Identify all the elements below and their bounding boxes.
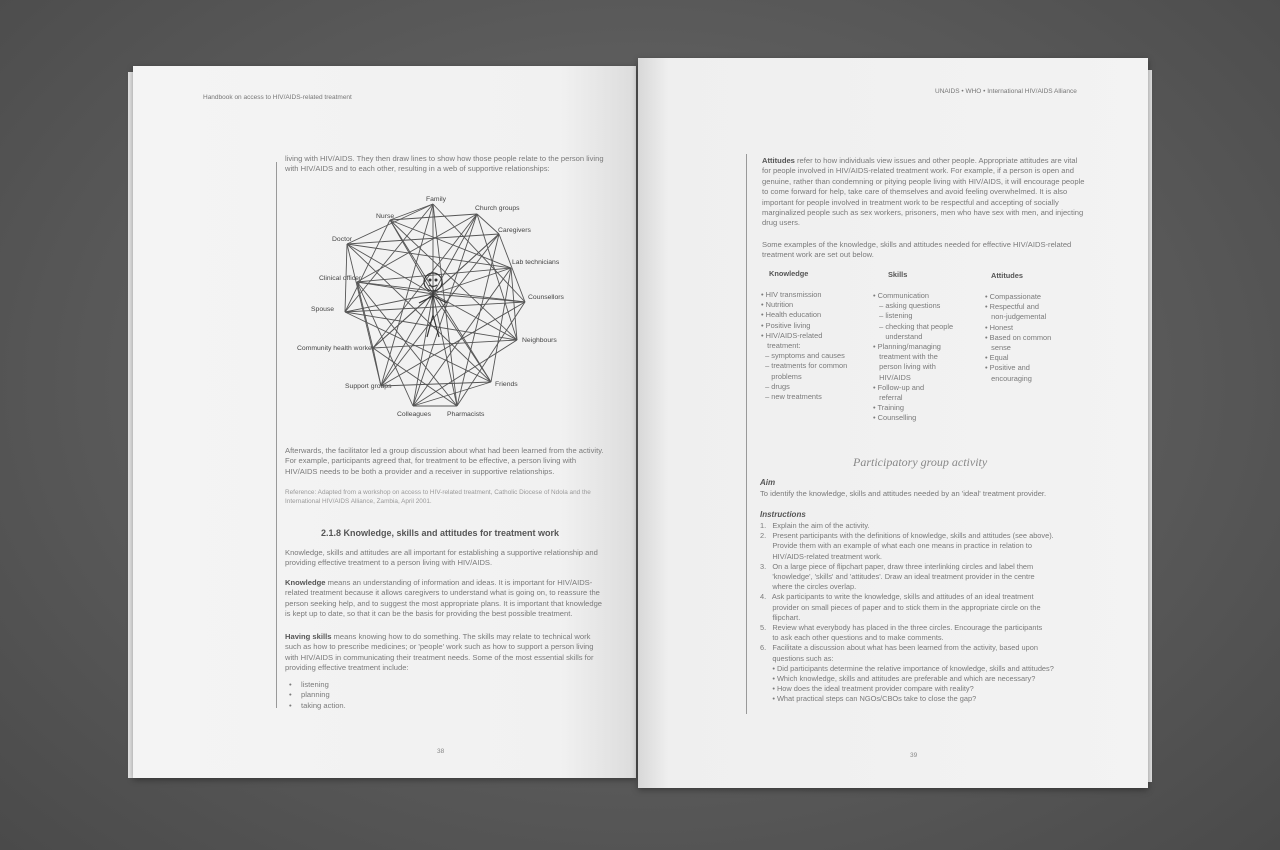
skills-item: treatment with the [873,352,938,362]
instruction-line: • What practical steps can NGOs/CBOs take to close the gap? [760,694,977,704]
aim-heading: Aim [760,478,776,487]
label-chw: Community health worker [297,345,375,352]
knowledge-text: means an understanding of information and ideas. It is important for HIV/AIDS-related treatment because it allows caregivers to understand what is going on, to reassure the person seeking help, and to suggest the most appropriate plans. It is important that knowledge is kept up to date, so that it can be the basis for providing the best possible treatment. [285,578,603,619]
label-support: Support groups [345,383,392,390]
label-caregivers: Caregivers [498,227,531,234]
attitudes-item: • Honest [985,322,1014,332]
list-item: • taking action. [289,701,346,711]
instruction-line: • Did participants determine the relative importance of knowledge, skills and attitudes? [760,663,1054,673]
instruction-line: flipchart. [760,612,801,622]
attitudes-term: Attitudes [762,156,795,165]
instruction-line: 5. Review what everybody has placed in the three circles. Encourage the participants [760,623,1043,633]
instruction-line: Provide them with an example of what each one means in practice in relation to [760,541,1032,551]
attitudes-item: • Positive and [985,363,1030,373]
label-counsellors: Counsellors [528,294,564,301]
instruction-line: 6. Facilitate a discussion about what has been learned from the activity, based upon [760,643,1038,653]
attitudes-text: refer to how individuals view issues and other people. Appropriate attitudes are vital for people involved in HIV/AIDS-related treatment work. For example, if a person is open and genuine, rather than condemning or pitying people living with HIV/AIDS, it will encourage people to come forward for help, take care of themselves and avoid feeling overwhelmed. It is also important for people involved in treatment work to be respectful and accepting of socially marginalized people such as sex workers, prisoners, men who have sex with men, and injecting drug users. [762,156,1085,228]
activity-title: Participatory group activity [853,455,988,469]
running-head-right: UNAIDS • WHO • International HIV/AIDS Alliance [935,88,1077,95]
knowledge-column [761,290,847,402]
instruction-line: 4. Ask participants to write the knowledge, skills and attitudes of an ideal treatment [760,592,1034,602]
ksa-intro: Knowledge, skills and attitudes are all important for establishing a supportive relationship and providing effective treatment to a person living with HIV/AIDS. [285,548,598,568]
instruction-line: questions such as: [760,653,834,663]
label-nurse: Nurse [376,213,395,220]
margin-rule-right [746,154,747,714]
label-church: Church groups [475,205,520,212]
knowledge-term: Knowledge [285,578,326,587]
skills-column [873,291,953,424]
attitudes-item: • Compassionate [985,292,1041,301]
attitudes-item: • Based on common [985,332,1052,342]
knowledge-item: problems [761,371,802,381]
reference-note: Reference: Adapted from a workshop on access to HIV-related treatment, Catholic Diocese of Ndola and the International HIV/AIDS Alliance, Zambia, April 2001. [285,489,591,505]
knowledge-paragraph [285,578,607,620]
label-neighbours: Neighbours [522,337,557,344]
attitudes-item: • Respectful and [985,302,1039,312]
examples-intro: Some examples of the knowledge, skills and attitudes needed for effective HIV/AIDS-related treatment work are set out below. [762,240,1072,260]
skills-item: – listening [873,311,913,321]
instruction-line: 3. On a large piece of flipchart paper, draw three interlinking circles and label them [760,561,1034,571]
knowledge-item: • Health education [761,310,822,320]
skills-item: • Follow-up and [873,382,925,392]
instructions-list [760,521,1054,705]
skills-item: • Training [873,403,904,413]
knowledge-item: • Nutrition [761,300,794,310]
attitudes-column [985,292,1051,384]
instructions-heading: Instructions [760,510,806,519]
aim-text: To identify the knowledge, skills and attitudes needed by an 'ideal' treatment provider. [760,489,1047,498]
page-number-right: 39 [910,752,918,759]
label-pharmacists: Pharmacists [447,411,485,418]
attitudes-item: sense [985,343,1011,353]
knowledge-column-head: Knowledge [769,269,809,278]
attitudes-paragraph [762,156,1088,229]
attitudes-item: • Equal [985,353,1009,363]
instruction-line: • How does the ideal treatment provider compare with reality? [760,684,974,694]
skills-term: Having skills [285,632,332,641]
knowledge-item: – drugs [761,381,790,391]
label-family: Family [426,196,447,203]
skills-paragraph [285,632,607,674]
instruction-line: provider on small pieces of paper and to stick them in the appropriate circle on the [760,602,1041,612]
skills-text: means knowing how to do something. The skills may relate to technical work such as how to prescribe medicines; or 'people' work such as how to support a person living with HIV/AIDS in communicating their treatment needs. Some of the most essential skills for providing effective treatment include: [285,632,594,673]
label-clinical: Clinical officer [319,275,362,282]
skills-item: referral [873,393,903,403]
instruction-line: HIV/AIDS-related treatment work. [760,551,882,561]
instruction-line: 'knowledge', 'skills' and 'attitudes'. Draw an ideal treatment provider in the centre [760,572,1035,582]
margin-rule-left [276,162,277,708]
knowledge-item: • HIV/AIDS-related [761,330,823,340]
skills-item: understand [873,331,923,341]
skills-item: • Counselling [873,413,917,423]
section-heading: 2.1.8 Knowledge, skills and attitudes for treatment work [321,528,560,538]
web-lines [345,204,525,406]
label-friends: Friends [495,381,518,388]
label-doctor: Doctor [332,236,353,243]
label-colleagues: Colleagues [397,411,432,418]
knowledge-item: treatment: [761,341,801,351]
label-spouse: Spouse [311,306,335,313]
knowledge-item: – treatments for common [761,361,848,371]
skills-column-head: Skills [888,270,908,279]
afterwards-paragraph: Afterwards, the facilitator led a group discussion about what had been learned from the activity. For example, participants agreed that, for treatment to be effective, a person living with HIV/AIDS needs to be both a provider and a receiver in supportive relationships. [285,446,604,476]
page-number-left: 38 [437,748,445,755]
instruction-line: 1. Explain the aim of the activity. [760,521,870,530]
instruction-line: • Which knowledge, skills and attitudes are preferable and which are necessary? [760,674,1036,684]
skills-list [289,680,346,711]
knowledge-item: – symptoms and causes [761,351,845,361]
instruction-line: 2. Present participants with the definitions of knowledge, skills and attitudes (see above). [760,531,1054,541]
knowledge-item: • HIV transmission [761,290,822,299]
skills-item: person living with [873,362,936,372]
skills-item: • Communication [873,291,929,300]
skills-item: HIV/AIDS [873,372,911,382]
skills-item: • Planning/managing [873,342,941,352]
list-item: • planning [289,690,346,700]
label-lab: Lab technicians [512,259,560,266]
running-head-left: Handbook on access to HIV/AIDS-related treatment [203,94,352,101]
list-item: • listening [289,680,346,690]
instruction-line: where the circles overlap. [760,582,857,592]
knowledge-item: – new treatments [761,392,822,402]
attitudes-item: non-judgemental [985,312,1047,322]
support-web-diagram [285,190,585,425]
attitudes-item: encouraging [985,373,1032,383]
right-page [638,58,1148,788]
knowledge-item: • Positive living [761,320,811,330]
skills-item: – asking questions [873,301,941,311]
attitudes-column-head: Attitudes [991,271,1024,280]
intro-paragraph: living with HIV/AIDS. They then draw lines to show how those people relate to the person living with HIV/AIDS and to each other, resulting in a web of supportive relationships: [285,154,604,174]
instruction-line: to ask each other questions and to make comments. [760,633,944,643]
skills-item: – checking that people [873,321,954,331]
